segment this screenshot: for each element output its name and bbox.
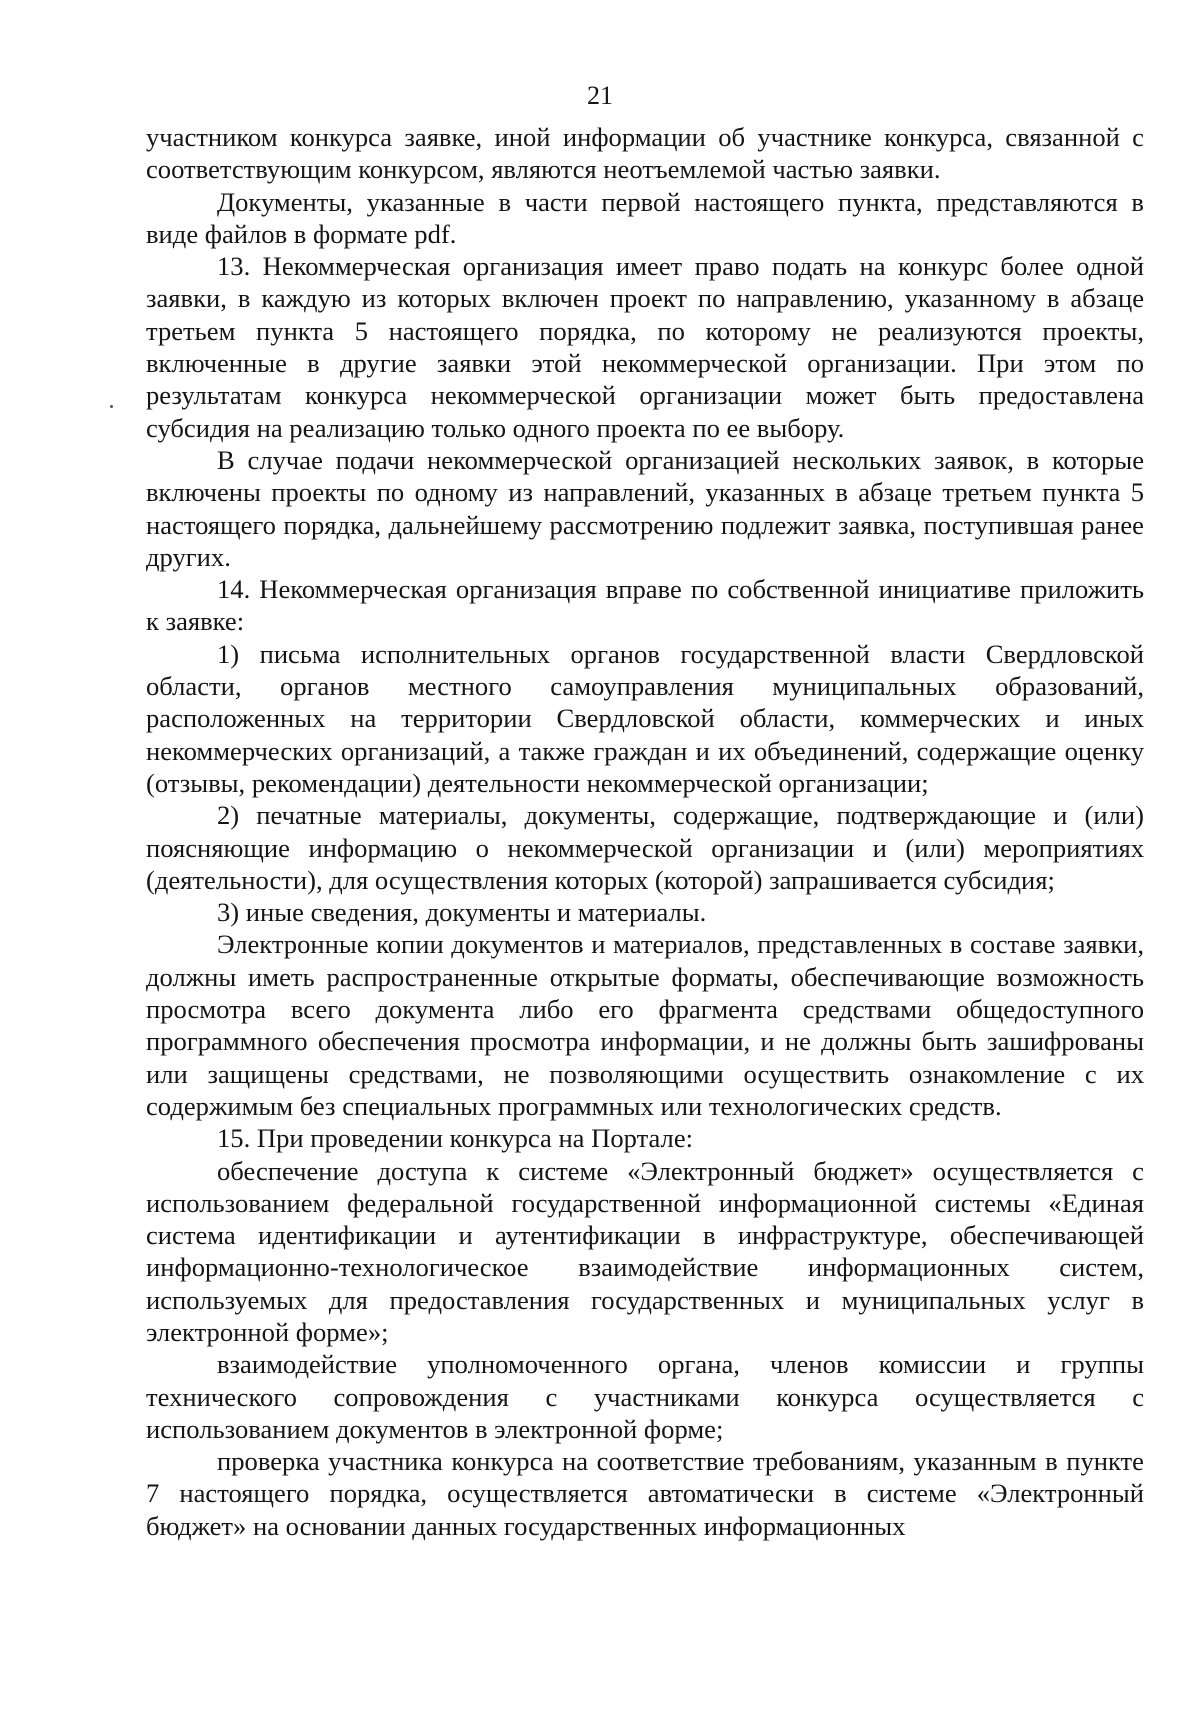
list-item-3: 3) иные сведения, документы и материалы. <box>217 897 707 928</box>
list-item-1: 1) письма исполнительных органов государственной власти Свердловской области, органов местного самоуправления муниципальных образований, расположенных на территории Свердловской области, коммерческих и иных некоммерческих организаций, а также граждан и их объединений, содержащие оценку (отзывы, рекомендации) деятельности некоммерческой организации; <box>146 638 1144 798</box>
scan-speck <box>110 405 113 408</box>
document-body <box>146 121 1144 1542</box>
paragraph: Электронные копии документов и материалов, представленных в составе заявки, должны иметь распространенные открытые форматы, обеспечивающие возможность просмотра всего документа либо его фрагмента средствами общедоступного программного обеспечения просмотра информации, и не должны быть зашифрованы или защищены средствами, не позволяющими осуществить ознакомление с их содержимым без специальных программных или технологических средств. <box>146 929 1144 1121</box>
paragraph-item-15: 15. При проведении конкурса на Портале: <box>217 1123 694 1154</box>
paragraph: участником конкурса заявке, иной информации об участнике конкурса, связанной с соответствующим конкурсом, являются неотъемлемой частью заявки. <box>146 122 1144 185</box>
paragraph: взаимодействие уполномоченного органа, членов комиссии и группы технического сопровождения с участниками конкурса осуществляется с использованием документов в электронной форме; <box>146 1349 1144 1444</box>
paragraph: В случае подачи некоммерческой организацией нескольких заявок, в которые включены проекты по одному из направлений, указанных в абзаце третьем пункта 5 настоящего порядка, дальнейшему рассмотрению подлежит заявка, поступившая ранее других. <box>146 444 1144 572</box>
list-item-2: 2) печатные материалы, документы, содержащие, подтверждающие и (или) поясняющие информацию о некоммерческой организации и (или) мероприятиях (деятельности), для осуществления которых (которой) запрашивается субсидия; <box>146 800 1144 895</box>
paragraph-item-14: 14. Некоммерческая организация вправе по собственной инициативе приложить к заявке: <box>146 574 1144 637</box>
paragraph: Документы, указанные в части первой настоящего пункта, представляются в виде файлов в формате pdf. <box>146 186 1144 249</box>
paragraph-item-13: 13. Некоммерческая организация имеет право подать на конкурс более одной заявки, в каждую из которых включен проект по направлению, указанному в абзаце третьем пункта 5 настоящего порядка, по которому не реализуются проекты, включенные в другие заявки этой некоммерческой организации. При этом по результатам конкурса некоммерческой организации может быть предоставлена субсидия на реализацию только одного проекта по ее выбору. <box>146 251 1144 443</box>
paragraph: проверка участника конкурса на соответствие требованиям, указанным в пункте 7 настоящего порядка, осуществляется автоматически в системе «Электронный бюджет» на основании данных государственных информационных <box>146 1446 1144 1541</box>
page-number: 21 <box>587 81 613 110</box>
paragraph: обеспечение доступа к системе «Электронный бюджет» осуществляется с использованием федеральной государственной информационной системы «Единая система идентификации и аутентификации в инфраструктуре, обеспечивающей информационно-технологическое взаимодействие информационных систем, используемых для предоставления государственных и муниципальных услуг в электронной форме»; <box>146 1155 1144 1347</box>
